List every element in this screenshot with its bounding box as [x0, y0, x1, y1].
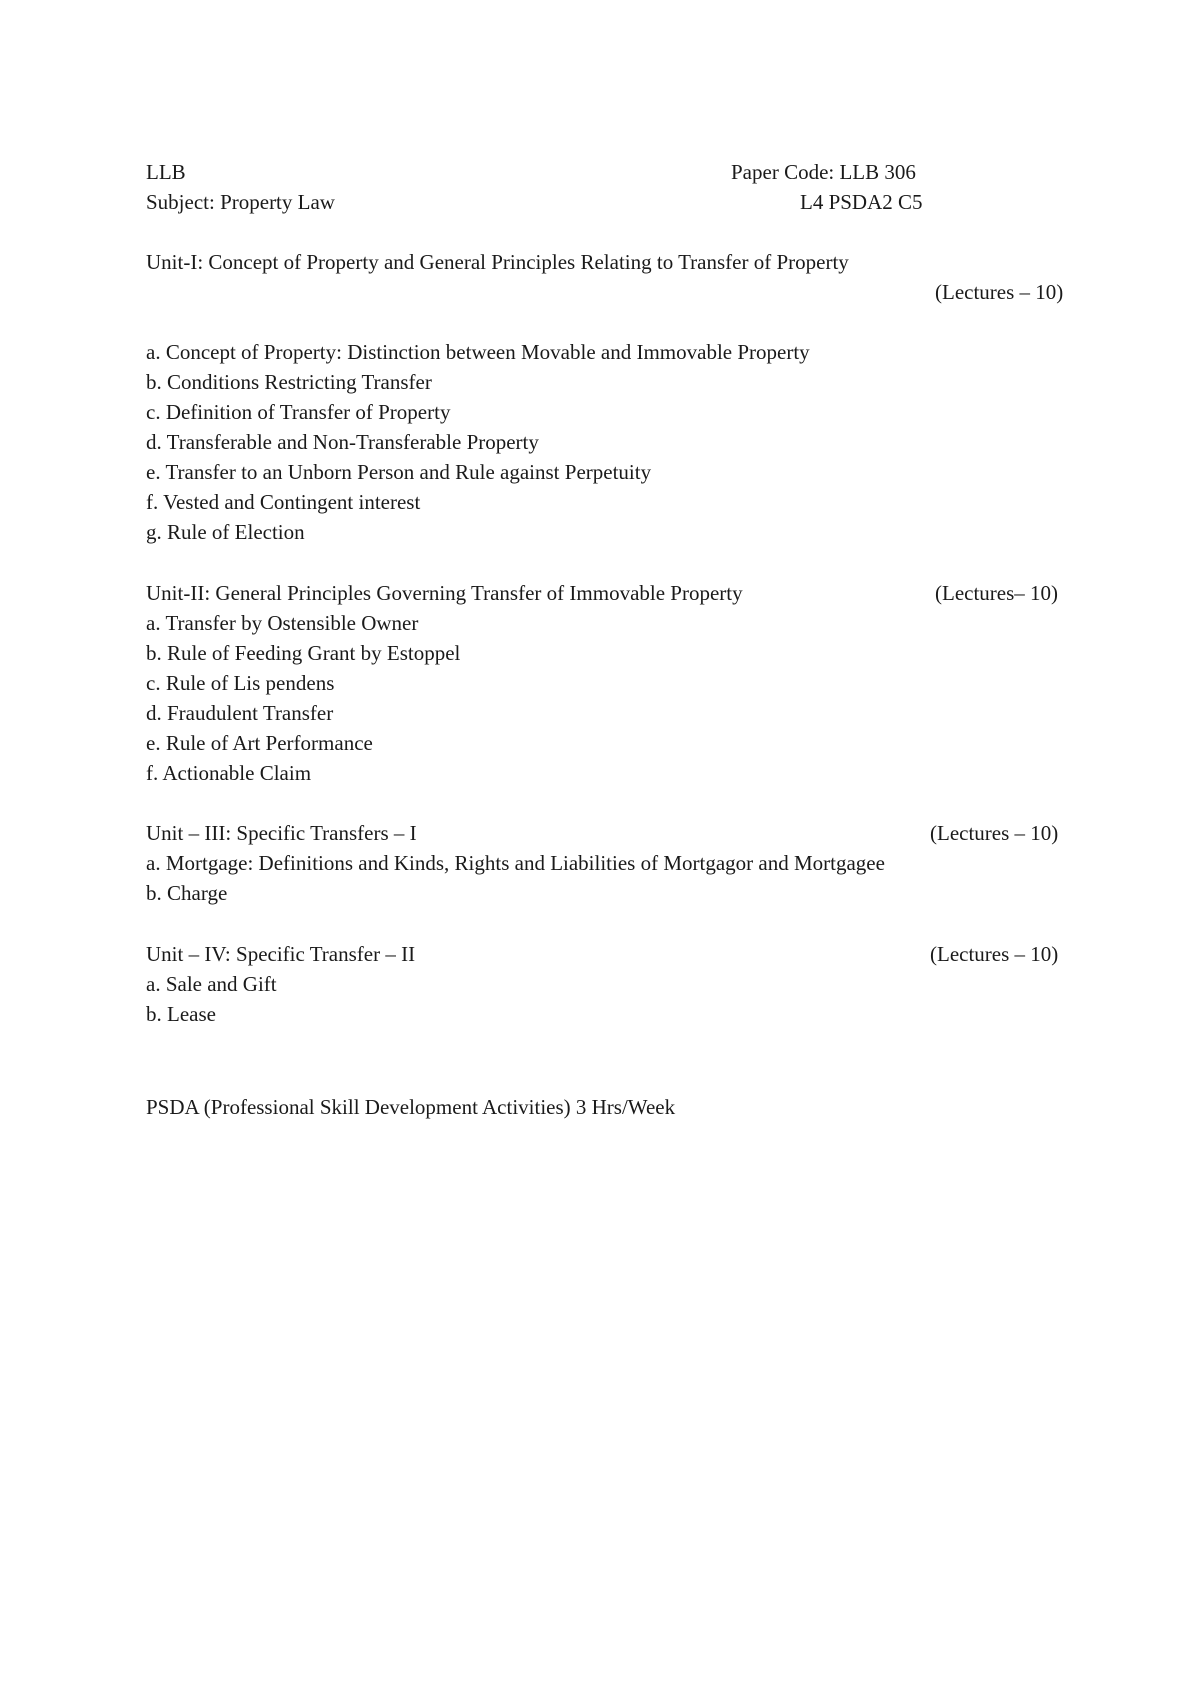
list-item: d. Transferable and Non-Transferable Property	[146, 430, 539, 454]
unit-1-title: Unit-I: Concept of Property and General Principles Relating to Transfer of Property	[146, 250, 849, 274]
list-item: g. Rule of Election	[146, 520, 305, 544]
list-item: b. Conditions Restricting Transfer	[146, 370, 432, 394]
list-item: e. Rule of Art Performance	[146, 731, 373, 755]
unit-2-lectures: (Lectures– 10)	[935, 581, 1059, 605]
list-item: a. Transfer by Ostensible Owner	[146, 611, 419, 635]
list-item: e. Transfer to an Unborn Person and Rule against Perpetuity	[146, 460, 652, 484]
unit-4-lectures: (Lectures – 10)	[930, 942, 1059, 966]
unit-2-title: Unit-II: General Principles Governing Transfer of Immovable Property	[146, 581, 743, 605]
unit-3-title: Unit – III: Specific Transfers – I	[146, 821, 417, 845]
program-label: LLB	[146, 160, 186, 184]
list-item: c. Rule of Lis pendens	[146, 671, 335, 695]
list-item: d. Fraudulent Transfer	[146, 701, 334, 725]
course-code: L4 PSDA2 C5	[800, 190, 923, 214]
list-item: b. Lease	[146, 1002, 216, 1026]
paper-code: Paper Code: LLB 306	[731, 160, 916, 184]
list-item: f. Actionable Claim	[146, 761, 312, 785]
unit-3-lectures: (Lectures – 10)	[930, 821, 1059, 845]
list-item: b. Rule of Feeding Grant by Estoppel	[146, 641, 461, 665]
unit-4-title: Unit – IV: Specific Transfer – II	[146, 942, 416, 966]
list-item: b. Charge	[146, 881, 228, 905]
unit-1-lectures: (Lectures – 10)	[935, 280, 1064, 304]
list-item: a. Sale and Gift	[146, 972, 277, 996]
list-item: c. Definition of Transfer of Property	[146, 400, 451, 424]
psda-note: PSDA (Professional Skill Development Activities) 3 Hrs/Week	[146, 1095, 676, 1119]
list-item: f. Vested and Contingent interest	[146, 490, 421, 514]
subject-label: Subject: Property Law	[146, 190, 335, 214]
list-item: a. Mortgage: Definitions and Kinds, Rights and Liabilities of Mortgagor and Mortgagee	[146, 851, 885, 875]
list-item: a. Concept of Property: Distinction between Movable and Immovable Property	[146, 340, 810, 364]
